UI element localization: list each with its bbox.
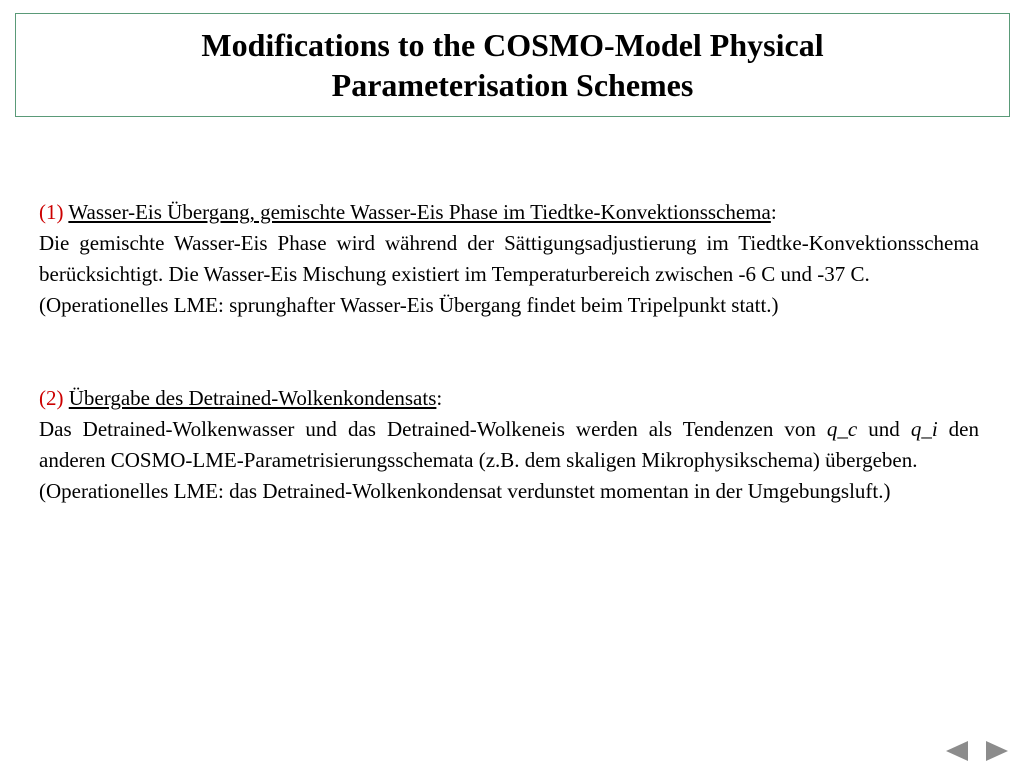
section-2-body-part-1: Das Detrained-Wolkenwasser und das Detrained-Wolkeneis werden als Tendenzen von bbox=[39, 417, 827, 441]
section-1-note: (Operationelles LME: sprunghafter Wasser-Eis Übergang findet beim Tripelpunkt statt.) bbox=[39, 293, 779, 317]
section-1-heading-suffix: : bbox=[770, 200, 777, 224]
section-1 bbox=[39, 197, 979, 321]
section-2-heading-suffix: : bbox=[436, 386, 443, 410]
slide-navigation bbox=[944, 740, 1010, 762]
triangle-left-icon bbox=[945, 740, 969, 762]
slide-title-line-1: Modifications to the COSMO-Model Physical bbox=[201, 27, 824, 63]
section-1-number: (1) bbox=[39, 200, 64, 224]
section-1-body: Die gemischte Wasser-Eis Phase wird während der Sättigungsadjustierung im Tiedtke-Konvektionsschema berücksichtigt. Die Wasser-Eis Mischung existiert im Temperaturbereich zwischen -6 C und -37 C. bbox=[39, 231, 979, 286]
section-2-heading: Übergabe des Detrained-Wolkenkondensats bbox=[68, 386, 437, 410]
title-box bbox=[15, 13, 1010, 117]
section-2-body-part-3: den anderen COSMO-LME-Parametrisierungsschemata (z.B. dem skaligen Mikrophysikschema) übergeben. bbox=[39, 417, 980, 472]
section-1-heading-line bbox=[39, 197, 979, 228]
variable-q-i: q_i bbox=[910, 417, 938, 441]
section-2 bbox=[39, 383, 979, 507]
section-2-number: (2) bbox=[39, 386, 64, 410]
slide-title-line-2: Parameterisation Schemes bbox=[331, 67, 694, 103]
section-2-body bbox=[39, 414, 979, 476]
section-2-heading-line bbox=[39, 383, 979, 414]
next-slide-button[interactable] bbox=[984, 740, 1010, 762]
variable-q-c: q_c bbox=[826, 417, 858, 441]
slide-content bbox=[39, 197, 979, 507]
section-2-body-part-2: und bbox=[857, 417, 911, 441]
section-2-note: (Operationelles LME: das Detrained-Wolkenkondensat verdunstet momentan in der Umgebungsluft.) bbox=[39, 479, 891, 503]
section-1-heading: Wasser-Eis Übergang, gemischte Wasser-Eis Phase im Tiedtke-Konvektionsschema bbox=[68, 200, 771, 224]
previous-slide-button[interactable] bbox=[944, 740, 970, 762]
triangle-right-icon bbox=[985, 740, 1009, 762]
